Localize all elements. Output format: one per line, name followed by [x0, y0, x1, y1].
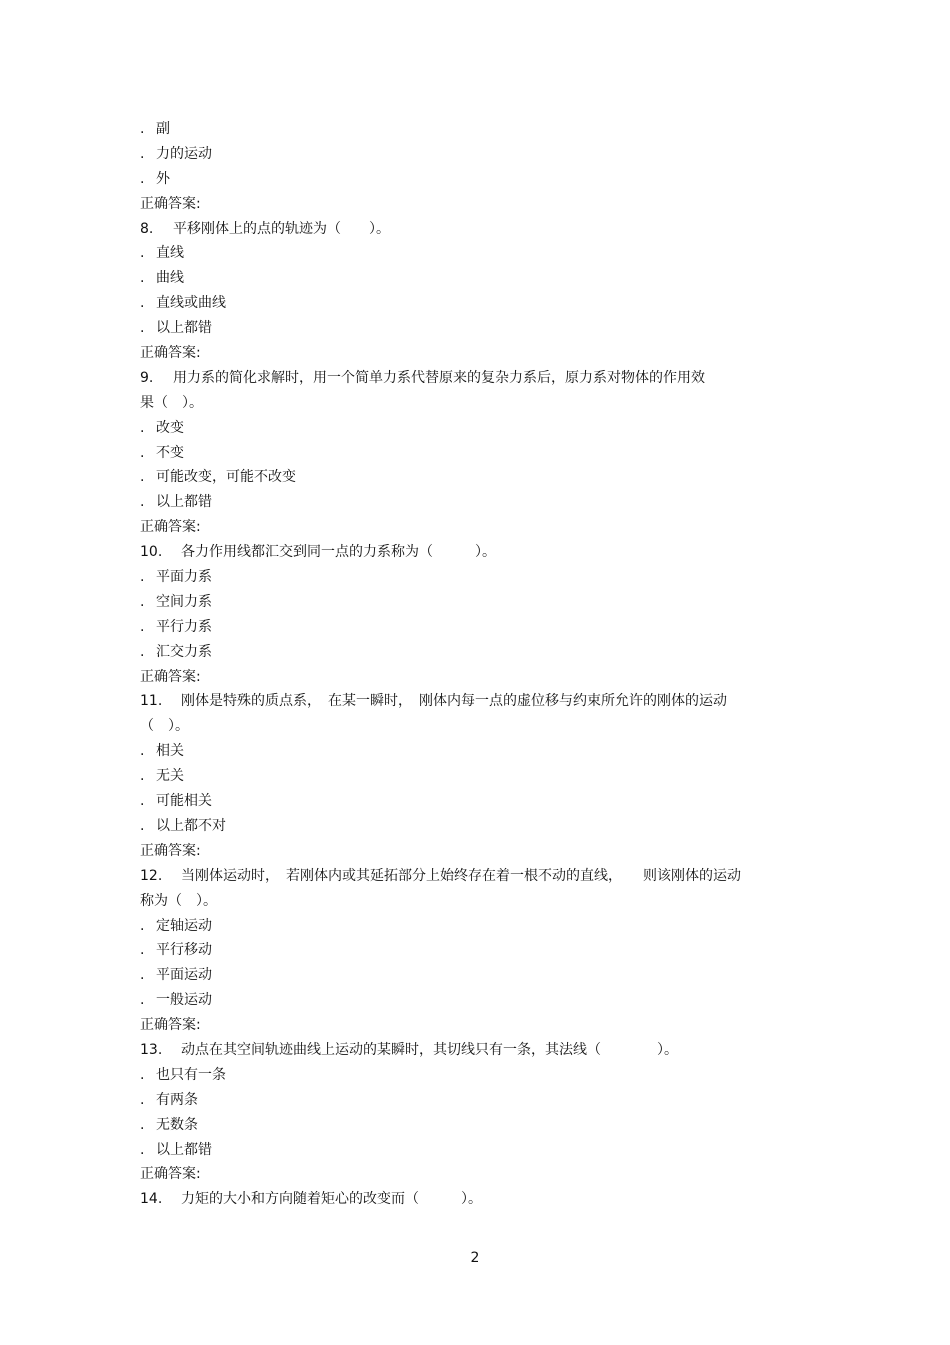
option-marker: .	[140, 793, 145, 810]
answer-option	[140, 117, 820, 142]
answer-option	[140, 1088, 820, 1113]
question-text-continued: 称为（ ）。	[140, 892, 217, 909]
option-text: 以上都不对	[156, 817, 226, 834]
option-marker: .	[140, 1091, 145, 1108]
answer-option	[140, 914, 820, 939]
option-marker: .	[140, 170, 145, 187]
option-text: 副	[156, 121, 170, 137]
answer-option	[140, 465, 820, 490]
option-marker: .	[140, 643, 145, 660]
option-text: 以上都错	[156, 320, 212, 337]
answer-option	[140, 316, 820, 341]
question-number: 12.	[140, 867, 163, 884]
question-text-continued: 果（ ）。	[140, 394, 203, 411]
option-marker: .	[140, 992, 145, 1009]
option-text: 力的运动	[156, 145, 212, 162]
option-marker: .	[140, 1141, 145, 1158]
option-text: 以上都错	[156, 494, 212, 511]
option-marker: .	[140, 121, 145, 137]
option-marker: .	[140, 967, 145, 984]
option-text: 汇交力系	[156, 643, 212, 660]
correct-answer-label: 正确答案:	[140, 345, 201, 362]
answer-option	[140, 565, 820, 590]
option-text: 外	[156, 170, 170, 187]
option-marker: .	[140, 817, 145, 834]
question-number: 10.	[140, 544, 163, 561]
question-stem	[140, 1038, 820, 1063]
question-number: 13.	[140, 1041, 163, 1058]
answer-option	[140, 789, 820, 814]
question-stem	[140, 540, 820, 565]
question-number: 8.	[140, 220, 154, 237]
option-marker: .	[140, 743, 145, 760]
option-text: 改变	[156, 419, 184, 436]
answer-option	[140, 1063, 820, 1088]
option-marker: .	[140, 917, 145, 934]
correct-answer-label: 正确答案:	[140, 1017, 201, 1034]
option-marker: .	[140, 569, 145, 586]
option-text: 空间力系	[156, 593, 212, 610]
question-number: 11.	[140, 693, 163, 710]
correct-answer-label: 正确答案:	[140, 519, 201, 536]
answer-option	[140, 640, 820, 665]
option-marker: .	[140, 320, 145, 337]
option-marker: .	[140, 270, 145, 287]
answer-option	[140, 988, 820, 1013]
option-text: 平行移动	[156, 942, 212, 959]
answer-option	[140, 764, 820, 789]
option-marker: .	[140, 444, 145, 461]
option-marker: .	[140, 942, 145, 959]
answer-option	[140, 1138, 820, 1163]
answer-option	[140, 241, 820, 266]
option-marker: .	[140, 618, 145, 635]
question-text: 刚体是特殊的质点系， 在某一瞬时， 刚体内每一点的虚位移与约束所允许的刚体的运动	[181, 693, 727, 710]
option-text: 平面力系	[156, 569, 212, 586]
option-text: 可能相关	[156, 793, 212, 810]
option-text: 直线	[156, 245, 184, 262]
option-text: 无关	[156, 768, 184, 785]
question-text: 平移刚体上的点的轨迹为（ ）。	[173, 220, 390, 237]
question-text: 用力系的简化求解时，用一个简单力系代替原来的复杂力系后，原力系对物体的作用效	[173, 369, 705, 386]
option-marker: .	[140, 494, 145, 511]
option-text: 平行力系	[156, 618, 212, 635]
answer-option	[140, 142, 820, 167]
question-text: 动点在其空间轨迹曲线上运动的某瞬时，其切线只有一条，其法线（ ）。	[181, 1041, 678, 1058]
question-text: 各力作用线都汇交到同一点的力系称为（ ）。	[181, 544, 496, 561]
option-marker: .	[140, 469, 145, 486]
option-text: 可能改变，可能不改变	[156, 469, 296, 486]
question-stem	[140, 689, 820, 714]
correct-answer-label: 正确答案:	[140, 842, 201, 859]
question-text: 力矩的大小和方向随着矩心的改变而（ ）。	[181, 1191, 482, 1208]
question-text: 当刚体运动时， 若刚体内或其延拓部分上始终存在着一根不动的直线， 则该刚体的运动	[181, 867, 741, 884]
question-list	[140, 117, 820, 1212]
option-text: 以上都错	[156, 1141, 212, 1158]
question-stem	[140, 366, 820, 391]
question-number: 14.	[140, 1191, 163, 1208]
option-marker: .	[140, 593, 145, 610]
answer-option	[140, 1113, 820, 1138]
option-text: 无数条	[156, 1116, 198, 1133]
answer-option	[140, 814, 820, 839]
question-text-continued: （ ）。	[140, 718, 189, 735]
option-marker: .	[140, 245, 145, 262]
option-text: 定轴运动	[156, 917, 212, 934]
option-marker: .	[140, 145, 145, 162]
correct-answer-label: 正确答案:	[140, 1166, 201, 1183]
option-text: 曲线	[156, 270, 184, 287]
answer-option	[140, 938, 820, 963]
question-stem	[140, 1187, 820, 1212]
option-text: 平面运动	[156, 967, 212, 984]
page-number: 2	[470, 1250, 480, 1266]
answer-option	[140, 739, 820, 764]
option-marker: .	[140, 419, 145, 436]
answer-option	[140, 416, 820, 441]
answer-option	[140, 441, 820, 466]
answer-option	[140, 615, 820, 640]
option-text: 有两条	[156, 1091, 198, 1108]
answer-option	[140, 590, 820, 615]
answer-option	[140, 963, 820, 988]
option-marker: .	[140, 768, 145, 785]
correct-answer-label: 正确答案:	[140, 195, 201, 212]
answer-option	[140, 167, 820, 192]
question-number: 9.	[140, 369, 154, 386]
option-text: 不变	[156, 444, 184, 461]
answer-option	[140, 490, 820, 515]
option-marker: .	[140, 1066, 145, 1083]
answer-option	[140, 291, 820, 316]
option-text: 直线或曲线	[156, 295, 226, 312]
option-marker: .	[140, 1116, 145, 1133]
correct-answer-label: 正确答案:	[140, 668, 201, 685]
answer-option	[140, 266, 820, 291]
question-stem	[140, 864, 820, 889]
question-stem	[140, 217, 820, 242]
option-text: 相关	[156, 743, 184, 760]
option-marker: .	[140, 295, 145, 312]
option-text: 也只有一条	[156, 1066, 226, 1083]
option-text: 一般运动	[156, 992, 212, 1009]
